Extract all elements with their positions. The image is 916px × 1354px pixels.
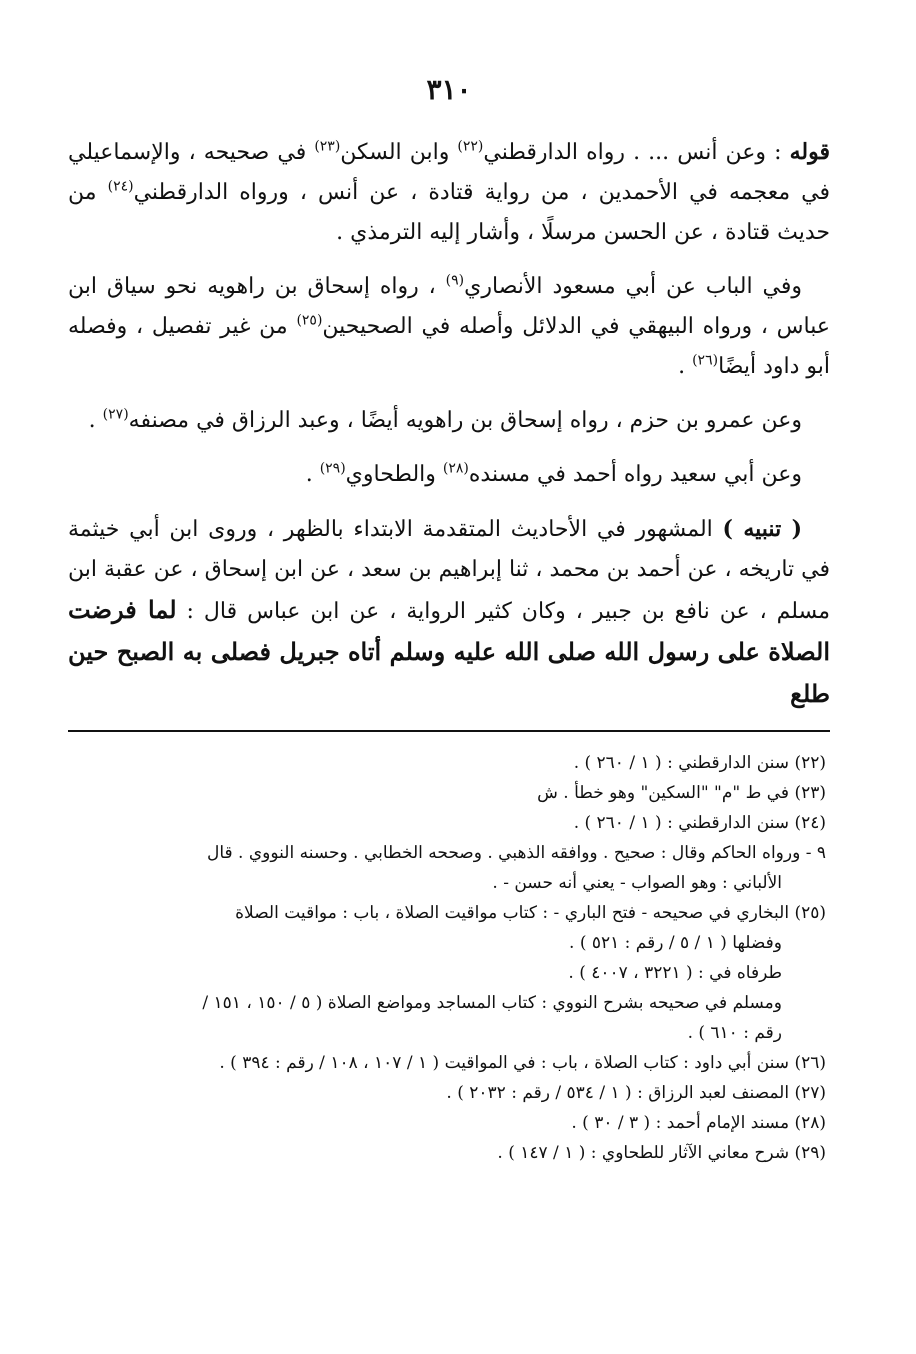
- footnote-line: (٢٢) سنن الدارقطني : ( ١ / ٢٦٠ ) .: [573, 753, 826, 773]
- paragraph-5: [68, 509, 830, 716]
- text-span: .: [88, 408, 103, 433]
- main-text: [68, 132, 830, 716]
- footnote-ref: (٩): [445, 272, 465, 289]
- text-span: من غير تفصيل ، وفصله أبو داود أيضًا: [68, 314, 830, 379]
- footnote-line: الألباني : وهو الصواب - يعني أنه حسن - .: [492, 873, 782, 893]
- text-span: : وعن أنس ... . رواه الدارقطني: [483, 140, 790, 165]
- footnote-ref: (٢٨): [442, 460, 469, 477]
- footnote-line: (٢٧) المصنف لعبد الرزاق : ( ١ / ٥٣٤ / رقم : ٢٠٣٢ ) .: [446, 1083, 826, 1103]
- text-span: وعن أبي سعيد رواه أحمد في مسنده: [468, 462, 802, 487]
- footnote-ref: (٢٧): [102, 406, 129, 423]
- book-page: [68, 70, 830, 1168]
- footnote-ref: (٢٥): [296, 312, 323, 329]
- footnote-ref: (٢٣): [314, 138, 341, 155]
- text-span: وفي الباب عن أبي مسعود الأنصاري: [464, 274, 802, 299]
- hadith-quote: لما فرضت الصلاة على رسول الله صلى الله عليه وسلم أتاه جبريل فصلى به الصبح حين طلع: [68, 595, 830, 708]
- text-span: من حديث قتادة ، عن الحسن مرسلًا ، وأشار إليه الترمذي .: [68, 180, 830, 245]
- text-span: .: [678, 354, 693, 379]
- text-span: وعن عمرو بن حزم ، رواه إسحاق بن راهويه أيضًا ، وعبد الرزاق في مصنفه: [128, 408, 802, 433]
- footnote-line: (٢٣) في ط "م" "السكين" وهو خطأ . ش: [537, 783, 826, 803]
- footnote-line: وفضلها ( ١ / ٥ / رقم : ٥٢١ ) .: [569, 933, 782, 953]
- paragraph-1: [68, 132, 830, 253]
- footnotes: [68, 748, 830, 1168]
- text-span: .: [305, 462, 320, 487]
- text-span: والطحاوي: [345, 462, 443, 487]
- footnote-line: (٢٦) سنن أبي داود : كتاب الصلاة ، باب : في المواقيت ( ١ / ١٠٧ ، ١٠٨ / رقم : ٣٩٤ ) .: [219, 1053, 826, 1073]
- footnote-divider: [68, 730, 830, 732]
- text-span: ، رواه إسحاق بن راهويه نحو سياق ابن عباس ، ورواه البيهقي في الدلائل وأصله في الصحيحين: [68, 274, 831, 339]
- paragraph-lead: ( تنبيه ): [722, 516, 802, 542]
- text-span: في صحيحه ، والإسماعيلي في معجمه في الأحمدين ، من رواية قتادة ، عن أنس ، ورواه الدارقطني: [68, 140, 830, 205]
- text-span: المشهور في الأحاديث المتقدمة الابتداء بالظهر ، وروى ابن أبي خيثمة في تاريخه ، عن أحمد بن محمد ، ثنا إبراهيم بن سعد ، عن ابن إسحاق ، عن عقبة ابن مسلم ، عن نافع بن جبير ، وكان كثير الرواية ، عن ابن عباس قال :: [68, 517, 831, 624]
- footnote-line: ٩ - ورواه الحاكم وقال : صحيح . ووافقه الذهبي . وصححه الخطابي . وحسنه النووي . قال: [207, 843, 826, 863]
- footnote-line: (٢٩) شرح معاني الآثار للطحاوي : ( ١ / ١٤٧ ) .: [497, 1143, 826, 1163]
- page-number: ٣١٠: [426, 73, 472, 106]
- footnote-line: (٢٤) سنن الدارقطني : ( ١ / ٢٦٠ ) .: [573, 813, 826, 833]
- footnote-ref: (٢٤): [107, 178, 134, 195]
- footnote-line: طرفاه في : ( ٣٢٢١ ، ٤٠٠٧ ) .: [568, 963, 782, 983]
- paragraph-3: [68, 401, 830, 441]
- footnote-line: (٢٨) مسند الإمام أحمد : ( ٣ / ٣٠ ) .: [571, 1113, 826, 1133]
- paragraph-2: [68, 267, 830, 387]
- footnote-line: رقم : ٦١٠ ) .: [687, 1023, 782, 1043]
- footnote-line: (٢٥) البخاري في صحيحه - فتح الباري - : كتاب مواقيت الصلاة ، باب : مواقيت الصلاة: [235, 903, 826, 923]
- paragraph-4: [68, 455, 830, 495]
- footnote-line: ومسلم في صحيحه بشرح النووي : كتاب المساجد ومواضع الصلاة ( ٥ / ١٥٠ ، ١٥١ /: [202, 993, 782, 1013]
- footnote-ref: (٢٦): [692, 352, 719, 369]
- text-span: وابن السكن: [340, 140, 458, 165]
- footnote-ref: (٢٩): [319, 460, 346, 477]
- paragraph-lead: قوله: [789, 139, 831, 165]
- footnote-ref: (٢٢): [457, 138, 484, 155]
